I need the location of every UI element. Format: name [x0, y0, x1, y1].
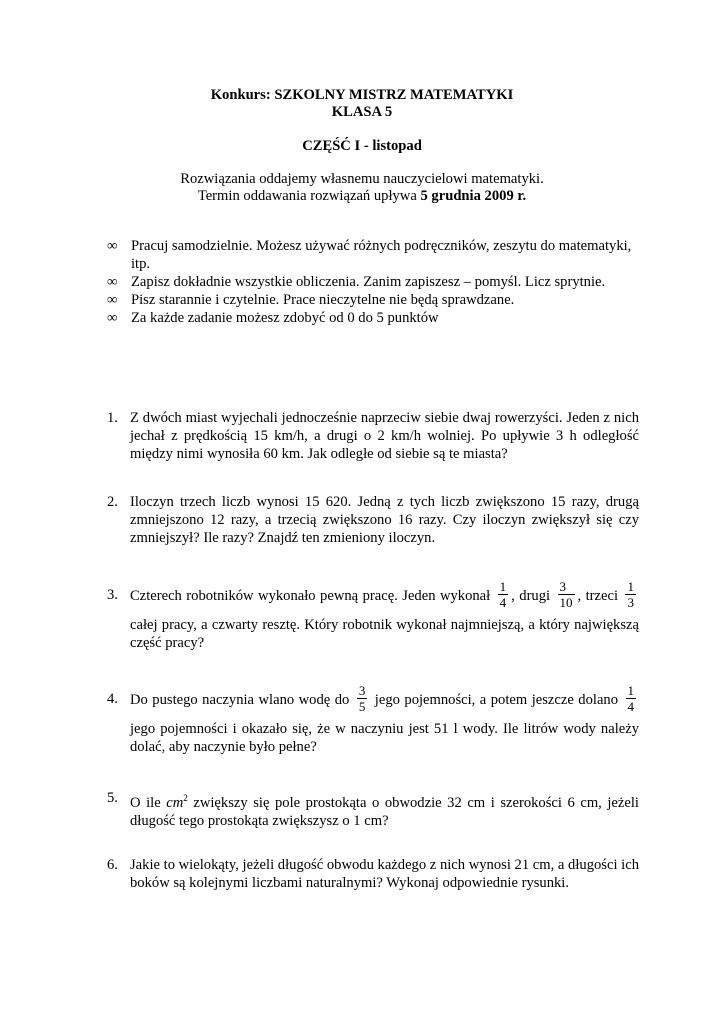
part-title: CZĘŚĆ I - listopad [302, 138, 422, 154]
rules-list [107, 237, 647, 327]
rule-item [107, 237, 647, 273]
task-3-text-b: , drugi [511, 588, 551, 604]
task-number: 4. [107, 691, 118, 707]
task-5-text-a: O ile [130, 794, 161, 811]
fraction-numerator: 3 [358, 683, 366, 699]
task-text: Jakie to wielokąty, jeżeli długość obwodu każdego z nich wynosi 21 cm, a długości ich boków są kolejnymi liczbami naturalnymi? Wykonaj odpowiednie rysunki. [130, 857, 639, 891]
task-3 [107, 580, 639, 652]
infinity-bullet-icon: ∞ [107, 274, 118, 290]
unit-exponent: 2 [183, 793, 188, 803]
task-number: 1. [107, 410, 118, 426]
task-4-text-c: jego pojemności i okazało się, że w naczyniu jest 51 l wody. Ile litrów wody należy dolać, aby naczynie było pełne? [130, 721, 639, 755]
fraction-denominator: 5 [358, 699, 366, 715]
rule-item [107, 273, 647, 291]
rule-text: Pisz starannie i czytelnie. Prace nieczytelne nie będą sprawdzane. [131, 292, 515, 308]
deadline-prefix: Termin oddawania rozwiązań upływa [197, 188, 417, 204]
task-4-text-b: jego pojemności, a potem jeszcze dolano [374, 692, 619, 708]
rule-item [107, 291, 647, 309]
task-number: 2. [107, 494, 118, 510]
task-number: 3. [107, 587, 118, 603]
task-text [130, 684, 639, 756]
fraction-three-tenths [558, 579, 575, 610]
infinity-bullet-icon: ∞ [107, 292, 118, 308]
fraction-one-quarter [626, 683, 637, 714]
task-3-text-a: Czterech robotników wykonało pewną pracę. Jeden wykonał [130, 588, 491, 604]
fraction-one-quarter [498, 579, 509, 610]
contest-name: SZKOLNY MISTRZ MATEMATYKI [274, 87, 514, 103]
fraction-numerator: 1 [627, 579, 634, 595]
infinity-bullet-icon: ∞ [107, 238, 118, 254]
fraction-denominator: 3 [627, 595, 634, 611]
rule-text: Pracuj samodzielnie. Możesz używać różnych podręczników, zeszytu do matematyki, itp. [131, 238, 632, 272]
task-2 [107, 493, 639, 547]
task-text: Iloczyn trzech liczb wynosi 15 620. Jedną z tych liczb zwiększono 15 razy, drugą zmniejszono 12 razy, a trzecią zwiększono 16 razy. Czy iloczyn zwiększył się czy zmniejszył? Ile razy? Znajdź ten zmieniony iloczyn. [130, 494, 639, 546]
fraction-numerator: 1 [627, 683, 634, 699]
task-number: 6. [107, 857, 118, 873]
task-6 [107, 856, 639, 892]
fraction-numerator: 1 [499, 579, 507, 595]
task-1 [107, 409, 639, 463]
fraction-denominator: 4 [627, 699, 634, 715]
task-4-text-a: Do pustego naczynia wlano wodę do [130, 692, 350, 708]
rule-item [107, 309, 647, 327]
task-4 [107, 684, 639, 756]
fraction-denominator: 4 [499, 595, 507, 611]
contest-title [0, 87, 724, 104]
fraction-one-third [625, 579, 636, 610]
deadline-note [0, 188, 724, 205]
task-3-text-c: , trzeci [577, 588, 619, 604]
fraction-numerator: 3 [558, 579, 575, 595]
fraction-three-fifths [357, 683, 368, 714]
infinity-bullet-icon: ∞ [107, 310, 118, 326]
task-5-text-b: zwiększy się pole prostokąta o obwodzie 32 cm i szerokości 6 cm, jeżeli długość tego prostokąta zwiększysz o 1 cm? [130, 794, 639, 829]
task-text [130, 789, 639, 830]
task-3-text-d: całej pracy, a czwarty resztę. Który robotnik wykonał najmniejszą, a który największą część pracy? [130, 617, 639, 651]
fraction-denominator: 10 [559, 595, 573, 611]
task-4-first-line [130, 684, 639, 716]
unit-cm: cm [166, 794, 184, 811]
task-text: Z dwóch miast wyjechali jednocześnie naprzeciw siebie dwaj rowerzyści. Jeden z nich jechał z prędkością 15 km/h, a drugi o 2 km/h wolniej. Po upływie 3 h odległość między nimi wynosiła 60 km. Jak odległe od siebie są te miasta? [130, 410, 639, 462]
grade-title: KLASA 5 [331, 104, 393, 120]
contest-prefix: Konkurs: [210, 87, 271, 103]
submission-note: Rozwiązania oddajemy własnemu nauczycielowi matematyki. [180, 171, 544, 187]
task-text [130, 580, 639, 652]
task-number: 5. [107, 790, 118, 806]
deadline-date: 5 grudnia 2009 r. [420, 188, 527, 204]
task-5 [107, 789, 639, 830]
task-3-first-line [130, 580, 639, 612]
rule-text: Za każde zadanie możesz zdobyć od 0 do 5 punktów [131, 310, 439, 326]
rule-text: Zapisz dokładnie wszystkie obliczenia. Zanim zapiszesz – pomyśl. Licz sprytnie. [131, 274, 606, 290]
